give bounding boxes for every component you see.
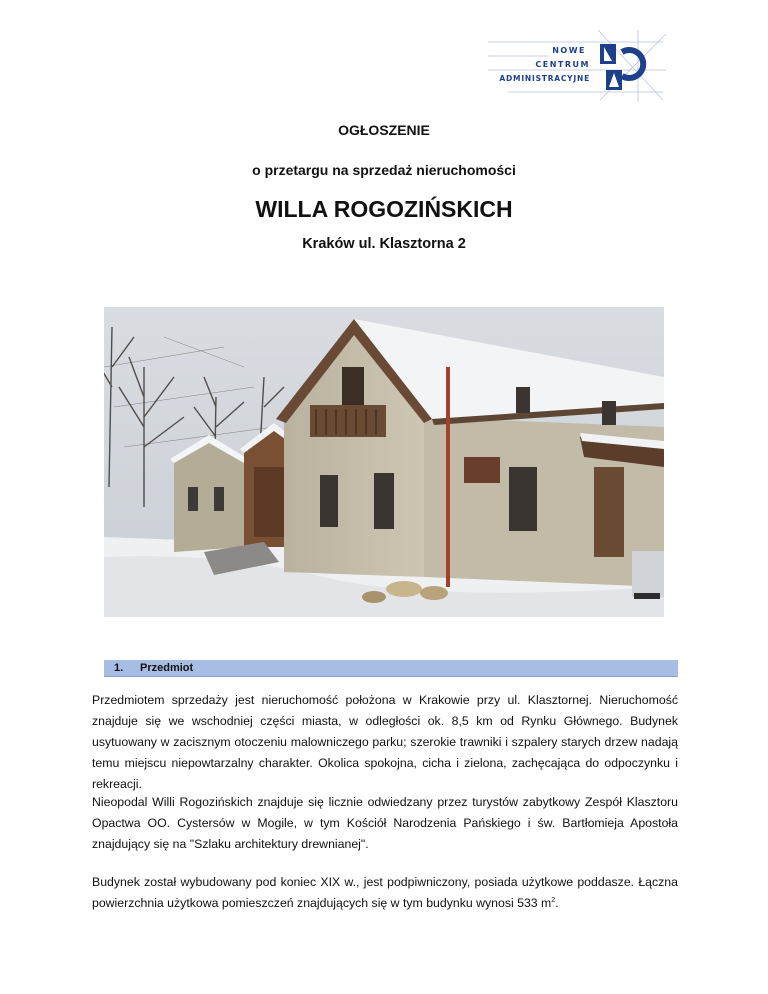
announcement-subtitle: o przetargu na sprzedaż nieruchomości: [252, 162, 516, 178]
paragraph-surroundings: Nieopodal Willi Rogozińskich znajduje się licznie odwiedzany przez turystów zabytkowy Zespół Klasztoru Opactwa OO. Cystersów w Mogile, w tym Kościół Narodzenia Pańskiego i św. Bartłomieja Apostoła znajdujący się na "Szlaku architektury drewnianej".: [92, 795, 678, 851]
area-unit-superscript: 2: [551, 896, 556, 904]
logo-line-2: CENTRUM: [535, 60, 590, 69]
logo-wordmark: [492, 44, 590, 86]
section-title: Przedmiot: [140, 662, 194, 674]
property-title: WILLA ROGOZIŃSKICH: [255, 196, 513, 222]
property-address: Kraków ul. Klasztorna 2: [302, 236, 466, 252]
announcement-label: OGŁOSZENIE: [338, 122, 430, 138]
section-header-przedmiot: [104, 660, 678, 677]
paragraph-location: Przedmiotem sprzedaży jest nieruchomość położona w Krakowie przy ul. Klasztornej. Nieruchomość znajduje się we wschodniej części miasta, w odległości ok. 8,5 km od Rynku Głównego. Budynek usytuowany w zacisznym otoczeniu malowniczego parku; szerokie trawniki i szpalery starych drzew nadają temu miejscu niepowtarzalny charakter. Okolica spokojna, cicha i zielona, zachęcająca do odpoczynku i rekreacji.: [92, 693, 678, 791]
logo-line-3: ADMINISTRACYJNE: [499, 74, 590, 83]
villa-photo: [104, 307, 664, 617]
building-text: Budynek został wybudowany pod koniec XIX w., jest podpiwniczony, posiada użytkowe poddasze. Łączna powierzchnia użytkowa pomieszczeń znajdujących się w tym budynku wynosi 533 m: [92, 875, 678, 910]
paragraph-building: [92, 872, 678, 914]
section-number: 1.: [114, 662, 124, 674]
building-text-end: .: [555, 896, 559, 910]
logo-line-1: NOWE: [552, 46, 586, 55]
nowe-centrum-administracyjne-logo: [488, 30, 668, 102]
